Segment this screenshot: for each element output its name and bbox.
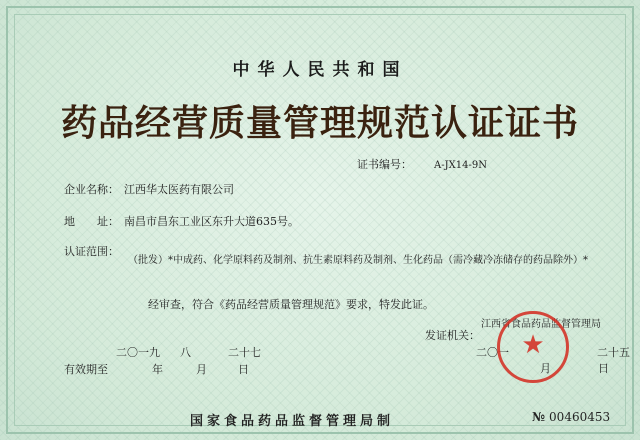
- address-label: 地 址：: [64, 215, 119, 228]
- valid-month-unit: 月: [196, 363, 207, 376]
- address-row: [64, 213, 299, 229]
- serial-prefix: №: [532, 410, 546, 424]
- valid-until-label: 有效期至: [64, 363, 108, 376]
- valid-year: 二〇一九: [116, 346, 160, 359]
- valid-day-unit: 日: [238, 363, 249, 376]
- issue-month-unit: 月: [540, 362, 551, 375]
- issuer-label: 发证机关：: [425, 329, 480, 342]
- issuer-organization: 江西省食品药品监督管理局: [481, 319, 601, 330]
- scope-label-row: [64, 243, 119, 259]
- address-value: 南昌市昌东工业区东升大道635号。: [124, 215, 299, 228]
- valid-day: 二十七: [228, 346, 261, 359]
- issue-day: 二十五: [597, 346, 630, 359]
- issuing-department-footer: 国家食品药品监督管理局制: [190, 414, 395, 429]
- scope-value: （批发）*中成药、化学原料药及制剂、抗生素原料药及制剂、生化药品（需冷藏冷冻储存的药品除外）*: [128, 255, 588, 266]
- official-red-seal-icon: [497, 311, 569, 383]
- scope-label: 认证范围：: [64, 245, 119, 258]
- certification-statement: 经审查，符合《药品经营质量管理规范》要求，特发此证。: [148, 298, 434, 311]
- valid-month: 八: [180, 346, 191, 359]
- serial-number: [532, 410, 610, 424]
- certificate-number-label: 证书编号：: [357, 158, 412, 171]
- company-value: 江西华太医药有限公司: [124, 183, 234, 196]
- certificate-title: 药品经营质量管理规范认证证书: [60, 103, 579, 144]
- serial-value: 00460453: [549, 410, 611, 424]
- issue-day-unit: 日: [598, 362, 609, 375]
- nation-heading: 中华人民共和国: [232, 60, 408, 80]
- company-label: 企业名称：: [64, 183, 119, 196]
- certificate-number-value: A-JX14-9N: [434, 160, 487, 171]
- certificate-number: [357, 156, 487, 172]
- valid-year-unit: 年: [152, 363, 163, 376]
- company-row: [64, 181, 234, 197]
- seal-star-icon: ★: [521, 330, 545, 360]
- issue-year: 二〇一: [476, 346, 509, 359]
